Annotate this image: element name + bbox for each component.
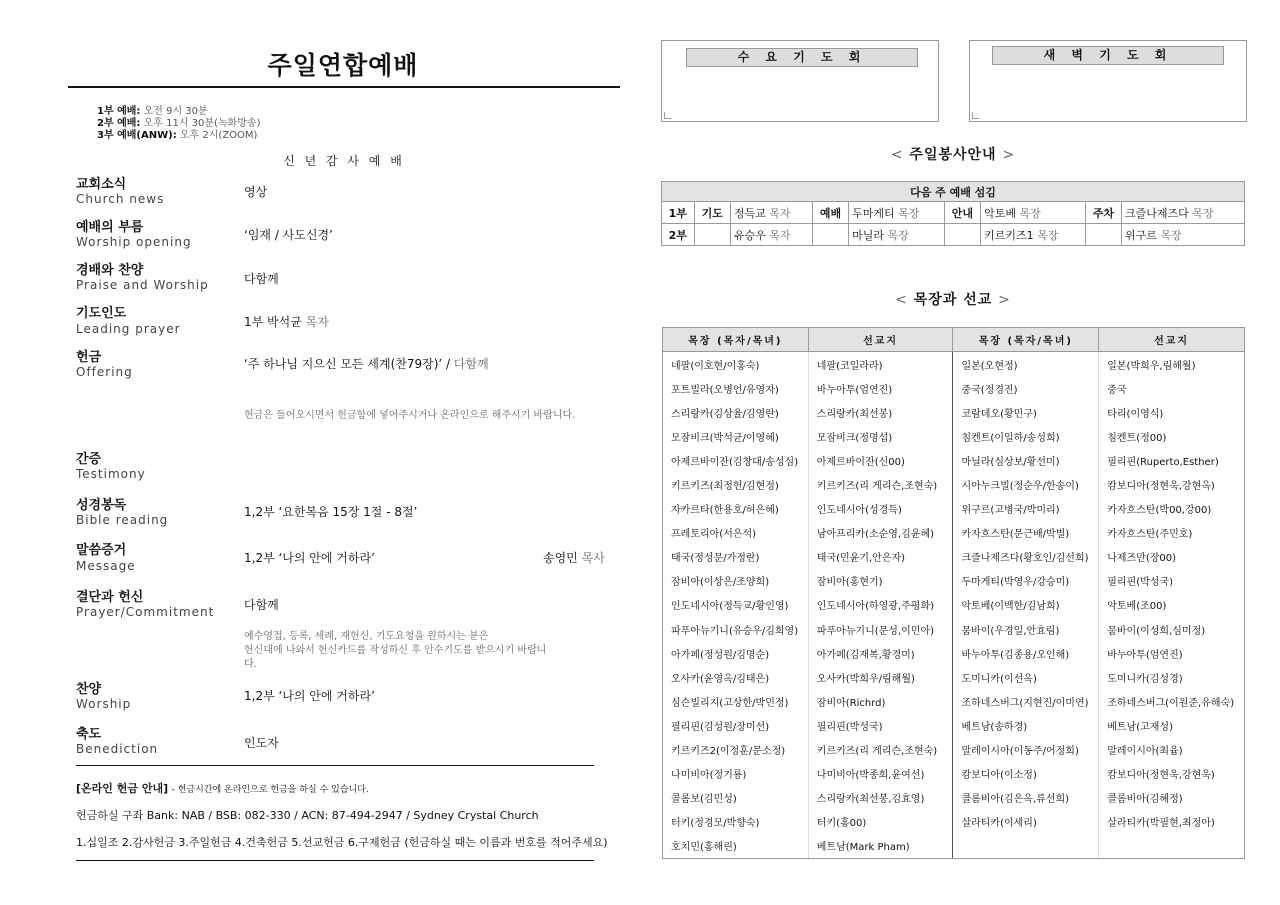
page-title: 주일연합예배 (267, 51, 419, 80)
service-time-2: 2부 예배: 오후 11시 30분(녹화방송) (97, 118, 261, 129)
mission-group-cell: 포트빌라(오병언/유영자) (663, 376, 809, 400)
item-worship-opening-value: ‘임재 / 사도신경’ (244, 228, 333, 242)
item-church-news-en: Church news (76, 192, 165, 206)
mission-row (663, 545, 1245, 569)
item-worship-opening-en: Worship opening (76, 235, 192, 249)
mission-field-cell: 아가페(김재복,황경미) (808, 641, 953, 665)
mission-group-cell: 콜롬보(김민성) (663, 786, 809, 810)
serve-table (661, 181, 1245, 246)
wednesday-prayer-box (661, 40, 939, 122)
mission-group-cell: 코람데오(황민구) (953, 400, 1099, 424)
mission-group-cell: 위구르(고병국/박미리) (953, 497, 1099, 521)
dawn-prayer-box (969, 40, 1247, 122)
mission-row (663, 352, 1245, 377)
serve-table-header: 다음 주 예배 섬김 (662, 182, 1245, 202)
item-worship-opening-ko: 예배의 부름 (76, 220, 144, 235)
commitment-note-3: 다. (244, 659, 257, 670)
mission-field-cell: 바누아투(엄연진) (1099, 641, 1245, 665)
mission-row (663, 376, 1245, 400)
mission-field-cell: 콜롬비아(김혜정) (1099, 786, 1245, 810)
serve-row-1 (662, 202, 1245, 224)
item-commitment-en: Prayer/Commitment (76, 605, 215, 619)
item-message-en: Message (76, 559, 136, 573)
mission-field-cell: 오사카(박희우/림해월) (808, 665, 953, 689)
mission-group-cell: 스리랑카(김상율/김영란) (663, 400, 809, 424)
notice-divider-bottom (76, 860, 594, 861)
mission-field-cell: 도미니카(김성경) (1099, 665, 1245, 689)
serve-session: 1부 (662, 202, 695, 224)
mission-heading: < 목장과 선교 > (895, 292, 1011, 308)
mission-group-cell: 바누아투(김종용/오인해) (953, 641, 1099, 665)
item-prayer-ko: 기도인도 (76, 306, 127, 321)
serve-role-label: 예배 (812, 202, 848, 224)
serve-role-label: 기도 (694, 202, 730, 224)
mission-group-cell: 호치민(홍해린) (663, 834, 809, 859)
preacher: 송영민 목사 (543, 551, 605, 565)
mission-field-cell: 키르키즈(리 게리슨,조현숙) (808, 738, 953, 762)
mission-field-cell: 필리핀(박성국) (1099, 569, 1245, 593)
mission-group-cell: 침켄트(이일하/송성희) (953, 424, 1099, 448)
mission-row (663, 472, 1245, 496)
mission-group-cell: 크즐나제즈다(황호인/김선희) (953, 545, 1099, 569)
online-offering-account: 헌금하실 구좌 Bank: NAB / BSB: 082-330 / ACN: 87-494-2947 / Sydney Crystal Church (76, 809, 539, 822)
mission-group-cell: 키르키즈2(이정훈/문소정) (663, 738, 809, 762)
mission-row (663, 448, 1245, 472)
item-worship-ko: 찬양 (76, 682, 102, 697)
mission-field-cell: 모잠비크(정명섭) (808, 424, 953, 448)
commitment-note-1: 예수영접, 등록, 세례, 재헌신, 기도요청을 원하시는 분은 (244, 631, 489, 642)
serve-row-2 (662, 224, 1245, 246)
mission-group-cell: 시아누크빌(정순우/한송이) (953, 472, 1099, 496)
mission-field-cell: 베트남(고재성) (1099, 713, 1245, 737)
mission-field-cell: 뭄바이(이성희,심미정) (1099, 617, 1245, 641)
mission-row (663, 521, 1245, 545)
item-church-news-ko: 교회소식 (76, 177, 127, 192)
mission-field-cell: 나제즈만(장00) (1099, 545, 1245, 569)
serve-parking: 위구르 목장 (1122, 224, 1245, 246)
mission-table (662, 327, 1245, 859)
mission-field-cell: 말레이시아(최윰) (1099, 738, 1245, 762)
mission-field-cell: 스리랑카(최선봉,김효영) (808, 786, 953, 810)
item-benediction-en: Benediction (76, 742, 159, 756)
mission-header-group: 목장 (목자/목녀) (663, 328, 809, 352)
mission-group-cell: 터키(정경모/박향숙) (663, 810, 809, 834)
mission-field-cell: 아제르바이잔(신00) (808, 448, 953, 472)
serve-session: 2부 (662, 224, 695, 246)
commitment-note-2: 헌신대에 나와서 헌신카드를 작성하신 후 안수기도를 받으시기 바랍니 (244, 645, 547, 656)
mission-field-cell: 캄보디아(정현욱,강현옥) (1099, 472, 1245, 496)
serve-parking: 크즐나제즈다 목장 (1122, 202, 1245, 224)
mission-row (663, 762, 1245, 786)
mission-field-cell: 키르키즈(리 게리슨,조현숙) (808, 472, 953, 496)
mission-row (663, 834, 1245, 859)
item-offering-value: ‘주 하나님 지으신 모든 세계(찬79장)’ / 다함께 (244, 357, 489, 371)
mission-header-field: 선교지 (808, 328, 953, 352)
mission-field-cell: 악토베(조00) (1099, 593, 1245, 617)
mission-row (663, 641, 1245, 665)
item-praise-ko: 경배와 찬양 (76, 263, 144, 278)
mission-group-cell: 살라티카(이세리) (953, 810, 1099, 834)
mission-group-cell: 오사카(윤영옥/김태은) (663, 665, 809, 689)
mission-field-cell: 카자흐스탄(주민호) (1099, 521, 1245, 545)
mission-row (663, 713, 1245, 737)
mission-field-cell: 나미비아(박종희,윤여선) (808, 762, 953, 786)
mission-field-cell: 네팔(코일라라) (808, 352, 953, 377)
mission-row (663, 497, 1245, 521)
mission-row (663, 738, 1245, 762)
mission-row (663, 689, 1245, 713)
mission-group-cell: 태국(정성문/가정란) (663, 545, 809, 569)
item-worship-en: Worship (76, 697, 132, 711)
serve-worship: 두마게티 목장 (849, 202, 945, 224)
item-church-news-value: 영상 (244, 185, 268, 199)
mission-group-cell: 모잠비크(박석균/이영혜) (663, 424, 809, 448)
item-offering-ko: 헌금 (76, 350, 102, 365)
mission-field-cell: 캄보디아(정현욱,강현욱) (1099, 762, 1245, 786)
mission-field-cell: 살라티카(박필현,최정아) (1099, 810, 1245, 834)
item-message-value: 1,2부 ‘나의 안에 거하라’ (244, 551, 375, 565)
item-worship-value: 1,2부 ‘나의 안에 거하라’ (244, 689, 375, 703)
mission-group-cell: 일본(오현정) (953, 352, 1099, 377)
item-bible-reading-en: Bible reading (76, 513, 169, 527)
mission-group-cell: 필리핀(김성원/장미선) (663, 713, 809, 737)
mission-field-cell: 터키(홍00) (808, 810, 953, 834)
mission-group-cell: 베트남(송하경) (953, 713, 1099, 737)
online-offering-notice-title: [온라인 헌금 안내] - 헌금시간에 온라인으로 헌금을 하실 수 있습니다. (76, 782, 369, 795)
mission-field-cell: 조하네스버그(이원준,유해숙) (1099, 689, 1245, 713)
mission-row (663, 569, 1245, 593)
mission-row (663, 786, 1245, 810)
mission-group-cell: 아제르바이잔(김창대/송성심) (663, 448, 809, 472)
item-prayer-value: 1부 박석균 목자 (244, 315, 329, 329)
mission-row (663, 617, 1245, 641)
mission-group-cell: 프레토리아(서은석) (663, 521, 809, 545)
mission-row (663, 593, 1245, 617)
special-service-title: 신 년 감 사 예 배 (283, 154, 405, 168)
mission-group-cell: 도미니카(이선옥) (953, 665, 1099, 689)
mission-field-cell: 인도네시아(성경득) (808, 497, 953, 521)
item-testimony-ko: 간증 (76, 452, 102, 467)
service-time-3: 3부 예배(ANW): 오후 2시(ZOOM) (97, 130, 258, 141)
item-commitment-value: 다함께 (244, 598, 279, 612)
mission-field-cell: 필리핀(Ruperto,Esther) (1099, 448, 1245, 472)
serve-role-label (944, 224, 980, 246)
title-divider (68, 86, 620, 88)
box-corner-mark (664, 112, 671, 119)
service-time-1: 1부 예배: 오전 9시 30분 (97, 106, 208, 117)
mission-row (663, 400, 1245, 424)
mission-field-cell: 중국 (1099, 376, 1245, 400)
mission-group-cell: 인도네시아(정득교/황인영) (663, 593, 809, 617)
item-testimony-en: Testimony (76, 467, 146, 481)
mission-field-cell: 잠비아(홍현기) (808, 569, 953, 593)
mission-field-cell: 베트남(Mark Pham) (808, 834, 953, 859)
mission-group-cell: 두마게티(박영우/강승미) (953, 569, 1099, 593)
serve-role-label (812, 224, 848, 246)
mission-field-cell: 스리랑카(최선봉) (808, 400, 953, 424)
serve-prayer: 유승우 목자 (730, 224, 812, 246)
serve-guide: 악토베 목장 (981, 202, 1086, 224)
mission-group-cell: 콜롬비아(김은옥,류선희) (953, 786, 1099, 810)
serve-prayer: 정득교 목자 (730, 202, 812, 224)
item-message-ko: 말씀증거 (76, 543, 127, 558)
mission-row (663, 665, 1245, 689)
mission-group-cell: 악토베(이백한/김남희) (953, 593, 1099, 617)
item-bible-reading-ko: 성경봉독 (76, 498, 127, 513)
mission-group-cell: 심슨빌리지(고상한/박민정) (663, 689, 809, 713)
mission-field-cell: 남아프리카(소순영,김윤혜) (808, 521, 953, 545)
mission-field-cell: 잠비아(Richrd) (808, 689, 953, 713)
mission-field-cell: 바누아투(엄연진) (808, 376, 953, 400)
mission-group-cell: 캄보디아(이소정) (953, 762, 1099, 786)
serve-worship: 마닐라 목장 (849, 224, 945, 246)
mission-field-cell (1099, 834, 1245, 859)
mission-header-group: 목장 (목자/목녀) (953, 328, 1099, 352)
mission-group-cell: 뭄바이(우경일,안효림) (953, 617, 1099, 641)
item-praise-value: 다함께 (244, 272, 279, 286)
mission-group-cell (953, 834, 1099, 859)
mission-field-cell: 타리(이영식) (1099, 400, 1245, 424)
mission-group-cell: 아가페(정성원/김명순) (663, 641, 809, 665)
item-prayer-en: Leading prayer (76, 322, 181, 336)
mission-field-cell: 필리핀(박성국) (808, 713, 953, 737)
mission-field-cell: 태국(민윤기,안은자) (808, 545, 953, 569)
item-benediction-ko: 축도 (76, 727, 102, 742)
mission-group-cell: 조하네스버그(지현진/이미연) (953, 689, 1099, 713)
dawn-prayer-title: 새 벽 기 도 회 (992, 46, 1224, 65)
serve-guide: 키르키즈1 목장 (981, 224, 1086, 246)
online-offering-types: 1.십일조 2.감사헌금 3.주일헌금 4.건축헌금 5.선교헌금 6.구제헌금 (헌금하실 때는 이름과 번호를 적어주세요) (76, 836, 608, 849)
mission-group-cell: 파푸아뉴기니(유승우/김희영) (663, 617, 809, 641)
mission-group-cell: 말레이시아(이동주/어정희) (953, 738, 1099, 762)
mission-group-cell: 나미비아(정기룡) (663, 762, 809, 786)
item-commitment-ko: 결단과 헌신 (76, 590, 144, 605)
item-bible-reading-value: 1,2부 ‘요한복음 15장 1절 - 8절’ (244, 505, 418, 519)
mission-field-cell: 일본(박희우,림해월) (1099, 352, 1245, 377)
serve-role-label (694, 224, 730, 246)
mission-group-cell: 마닐라(심상보/황선미) (953, 448, 1099, 472)
mission-group-cell: 잠비아(이상은/조양희) (663, 569, 809, 593)
mission-field-cell: 침켄트(정00) (1099, 424, 1245, 448)
mission-row (663, 810, 1245, 834)
mission-field-cell: 인도네시아(하영광,주평화) (808, 593, 953, 617)
wednesday-prayer-title: 수 요 기 도 회 (686, 48, 918, 67)
mission-group-cell: 자카르타(한용호/허은혜) (663, 497, 809, 521)
mission-group-cell: 네팔(이호현/이홍숙) (663, 352, 809, 377)
notice-divider (76, 765, 594, 766)
box-corner-mark (972, 112, 979, 119)
serve-role-label (1085, 224, 1121, 246)
mission-group-cell: 카자흐스탄(문근배/박별) (953, 521, 1099, 545)
offering-note: 헌금은 들어오시면서 헌금함에 넣어주시거나 온라인으로 해주시기 바랍니다. (244, 410, 576, 421)
mission-row (663, 424, 1245, 448)
mission-group-cell: 중국(정경진) (953, 376, 1099, 400)
mission-field-cell: 카자흐스탄(박00,강00) (1099, 497, 1245, 521)
item-offering-en: Offering (76, 365, 133, 379)
mission-group-cell: 키르키즈(최정헌/김현정) (663, 472, 809, 496)
item-benediction-value: 인도자 (244, 736, 279, 750)
item-praise-en: Praise and Worship (76, 278, 209, 292)
serve-heading: < 주일봉사안내 > (890, 147, 1016, 163)
mission-header-field: 선교지 (1099, 328, 1245, 352)
serve-role-label: 주차 (1085, 202, 1121, 224)
serve-role-label: 안내 (944, 202, 980, 224)
mission-field-cell: 파푸아뉴기니(문성,이민아) (808, 617, 953, 641)
